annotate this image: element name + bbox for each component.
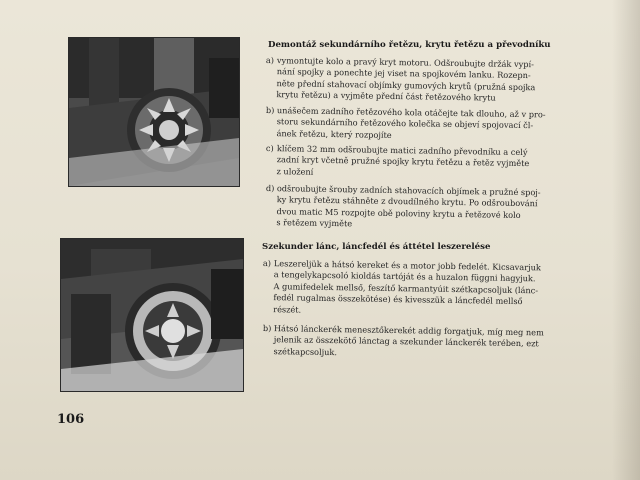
item-marker: b) bbox=[262, 323, 272, 334]
text-line: jelenik az összekötő lánctag a szekunder lánckerék terében, ezt bbox=[273, 334, 539, 349]
text-line: a tengelykapcsoló kioldás tartóját és a huzalon függni hagyjuk. bbox=[273, 269, 536, 284]
text-line: Hátsó lánckerék menesztőkerekét addig forgatjuk, míg meg nem bbox=[273, 323, 544, 338]
text-line: dvou matic M5 rozpojte obě poloviny krytu a řetězové kolo bbox=[276, 205, 521, 220]
section-title-hungarian: Szekunder lánc, láncfedél és áttétel leszerelése bbox=[262, 242, 491, 252]
item-text bbox=[273, 258, 541, 319]
page-number: 106 bbox=[57, 412, 85, 427]
photo-illustration bbox=[69, 38, 239, 186]
item-marker: d) bbox=[265, 183, 275, 194]
photo-illustration bbox=[61, 239, 243, 391]
item-text bbox=[276, 105, 545, 143]
text-line: vymontujte kolo a pravý kryt motoru. Odšroubujte držák vypí- bbox=[276, 55, 534, 70]
item-text bbox=[276, 55, 535, 105]
text-line: ánek řetězu, který rozpojíte bbox=[276, 127, 392, 140]
text-line: klíčem 32 mm odšroubujte matici zadního převodníku a celý bbox=[276, 143, 528, 158]
section-title-czech: Demontáž sekundárního řetězu, krytu řetězu a převodníku bbox=[268, 40, 551, 50]
text-line: něte přední stahovací objímky gumových krytů (pružná spojka bbox=[276, 77, 536, 93]
item-text bbox=[276, 183, 540, 233]
item-marker: a) bbox=[265, 55, 275, 66]
text-line: nání spojky a ponechte jej viset na spojkovém lanku. Rozepn- bbox=[276, 66, 531, 81]
text-line: storu sekundárního řetězového kolečka se objeví spojovací čl- bbox=[276, 116, 534, 131]
text-line: zadní kryt včetně pružné spojky krytu řetězu a řetěz vyjměte bbox=[276, 154, 530, 169]
item-marker: a) bbox=[262, 258, 272, 269]
item-marker: c) bbox=[265, 143, 274, 154]
text-line: szétkapcsoljuk. bbox=[273, 345, 338, 357]
text-line: odšroubujte šrouby zadních stahovacích objímek a pružné spoj- bbox=[276, 183, 541, 198]
item-marker: b) bbox=[265, 105, 275, 116]
text-line: z uložení bbox=[276, 165, 314, 177]
text-line: fedél rugalmas összekötése) és kivesszük a láncfedél mellső bbox=[273, 292, 523, 307]
text-line: Leszereljük a hátsó kereket és a motor jobb fedelét. Kicsavarjuk bbox=[273, 258, 541, 273]
text-line: ky krytu řetězu stáhněte z dvoudílného krytu. Po odšroubování bbox=[276, 194, 538, 209]
text-line: krytu řetězu) a vyjměte přední část řetězového krytu bbox=[276, 89, 496, 103]
photo-chain-cover-removal bbox=[68, 37, 240, 187]
photo-chain-sprocket bbox=[60, 238, 244, 392]
text-line: unášečem zadního řetězového kola otáčejte tak dlouho, až v pro- bbox=[276, 105, 546, 120]
text-line: részét. bbox=[273, 303, 302, 315]
item-text bbox=[276, 143, 529, 181]
item-text bbox=[273, 323, 543, 361]
text-line: A gumifedelek mellső, feszítő karmantyúit szétkapcsoljuk (lánc- bbox=[273, 280, 539, 296]
text-line: s řetězem vyjměte bbox=[276, 217, 353, 229]
